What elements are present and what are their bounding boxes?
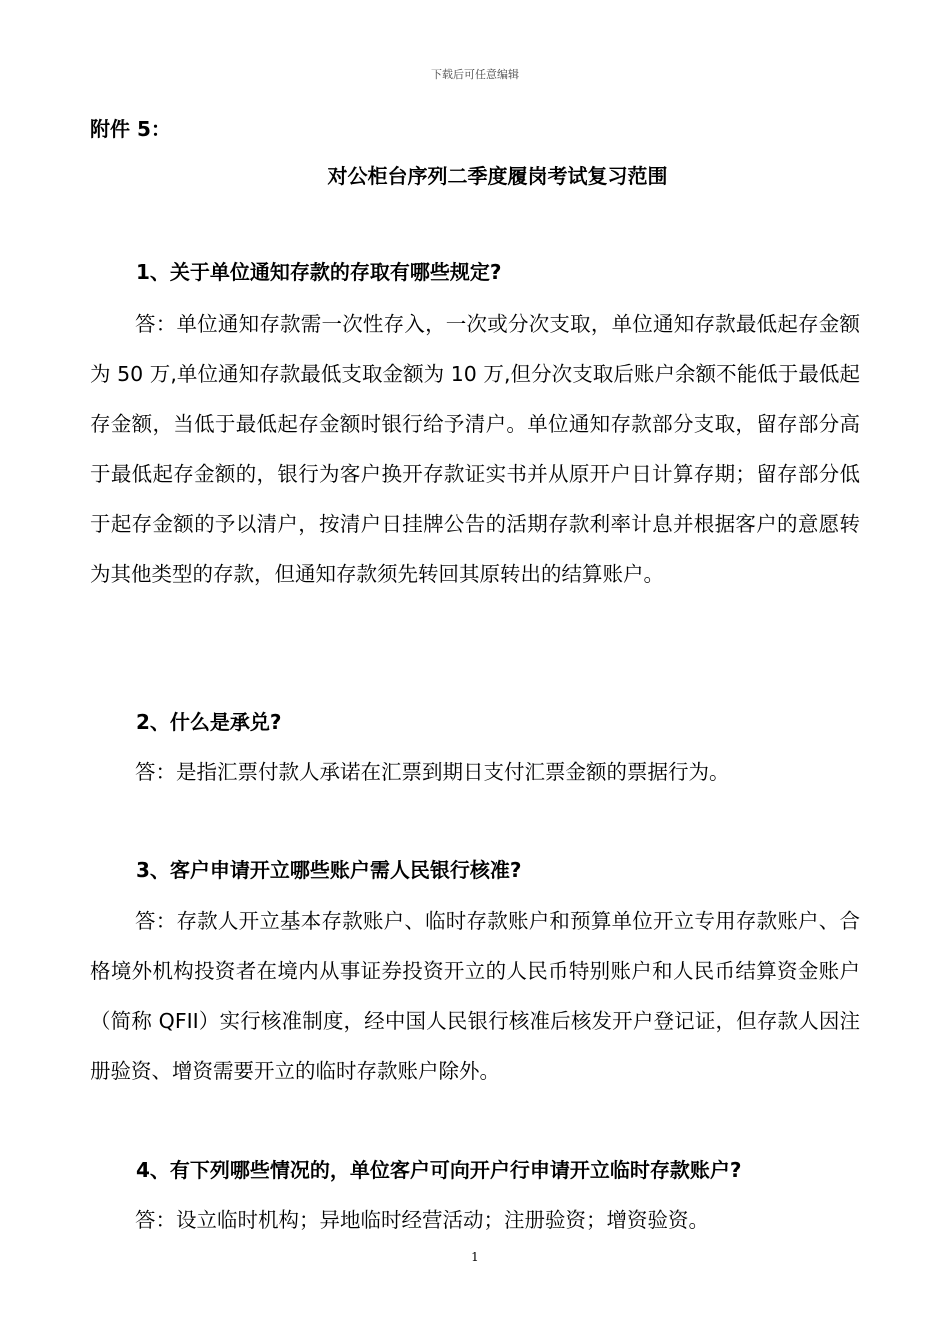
question-4: 4、有下列哪些情况的，单位客户可向开户行申请开立临时存款账户? <box>136 1158 742 1182</box>
page-number: 1 <box>471 1250 479 1264</box>
document-title: 对公柜台序列二季度履岗考试复习范围 <box>327 164 668 188</box>
page-header: 下载后可任意编辑 <box>431 68 519 81</box>
attachment-label: 附件 5： <box>90 117 171 141</box>
question-2: 2、什么是承兑? <box>136 710 282 734</box>
answer-1: 答：单位通知存款需一次性存入，一次或分次支取，单位通知存款最低起存金额为 50 万,单位通知存款最低支取金额为 10 万,但分次支取后账户余额不能低于最低起存金额，当低于最低起存金额时银行给予清户。单位通知存款部分支取，留存部分高于最低起存金额的，银行为客户换开存款证实书并从原开户日计算存期；留存部分低于起存金额的予以清户，按清户日挂牌公告的活期存款利率计息并根据客户的意愿转为其他类型的存款，但通知存款须先转回其原转出的结算账户。 <box>90 312 860 586</box>
question-3: 3、客户申请开立哪些账户需人民银行核准? <box>136 858 522 882</box>
answer-3: 答：存款人开立基本存款账户、临时存款账户和预算单位开立专用存款账户、合格境外机构投资者在境内从事证券投资开立的人民币特别账户和人民币结算资金账户（简称 QFII）实行核准制度，经中国人民银行核准后核发开户登记证，但存款人因注册验资、增资需要开立的临时存款账户除外。 <box>90 909 860 1083</box>
answer-4: 答：设立临时机构；异地临时经营活动；注册验资；增资验资。 <box>135 1208 709 1232</box>
answer-2: 答：是指汇票付款人承诺在汇票到期日支付汇票金额的票据行为。 <box>135 760 730 784</box>
question-1: 1、关于单位通知存款的存取有哪些规定? <box>136 260 502 284</box>
